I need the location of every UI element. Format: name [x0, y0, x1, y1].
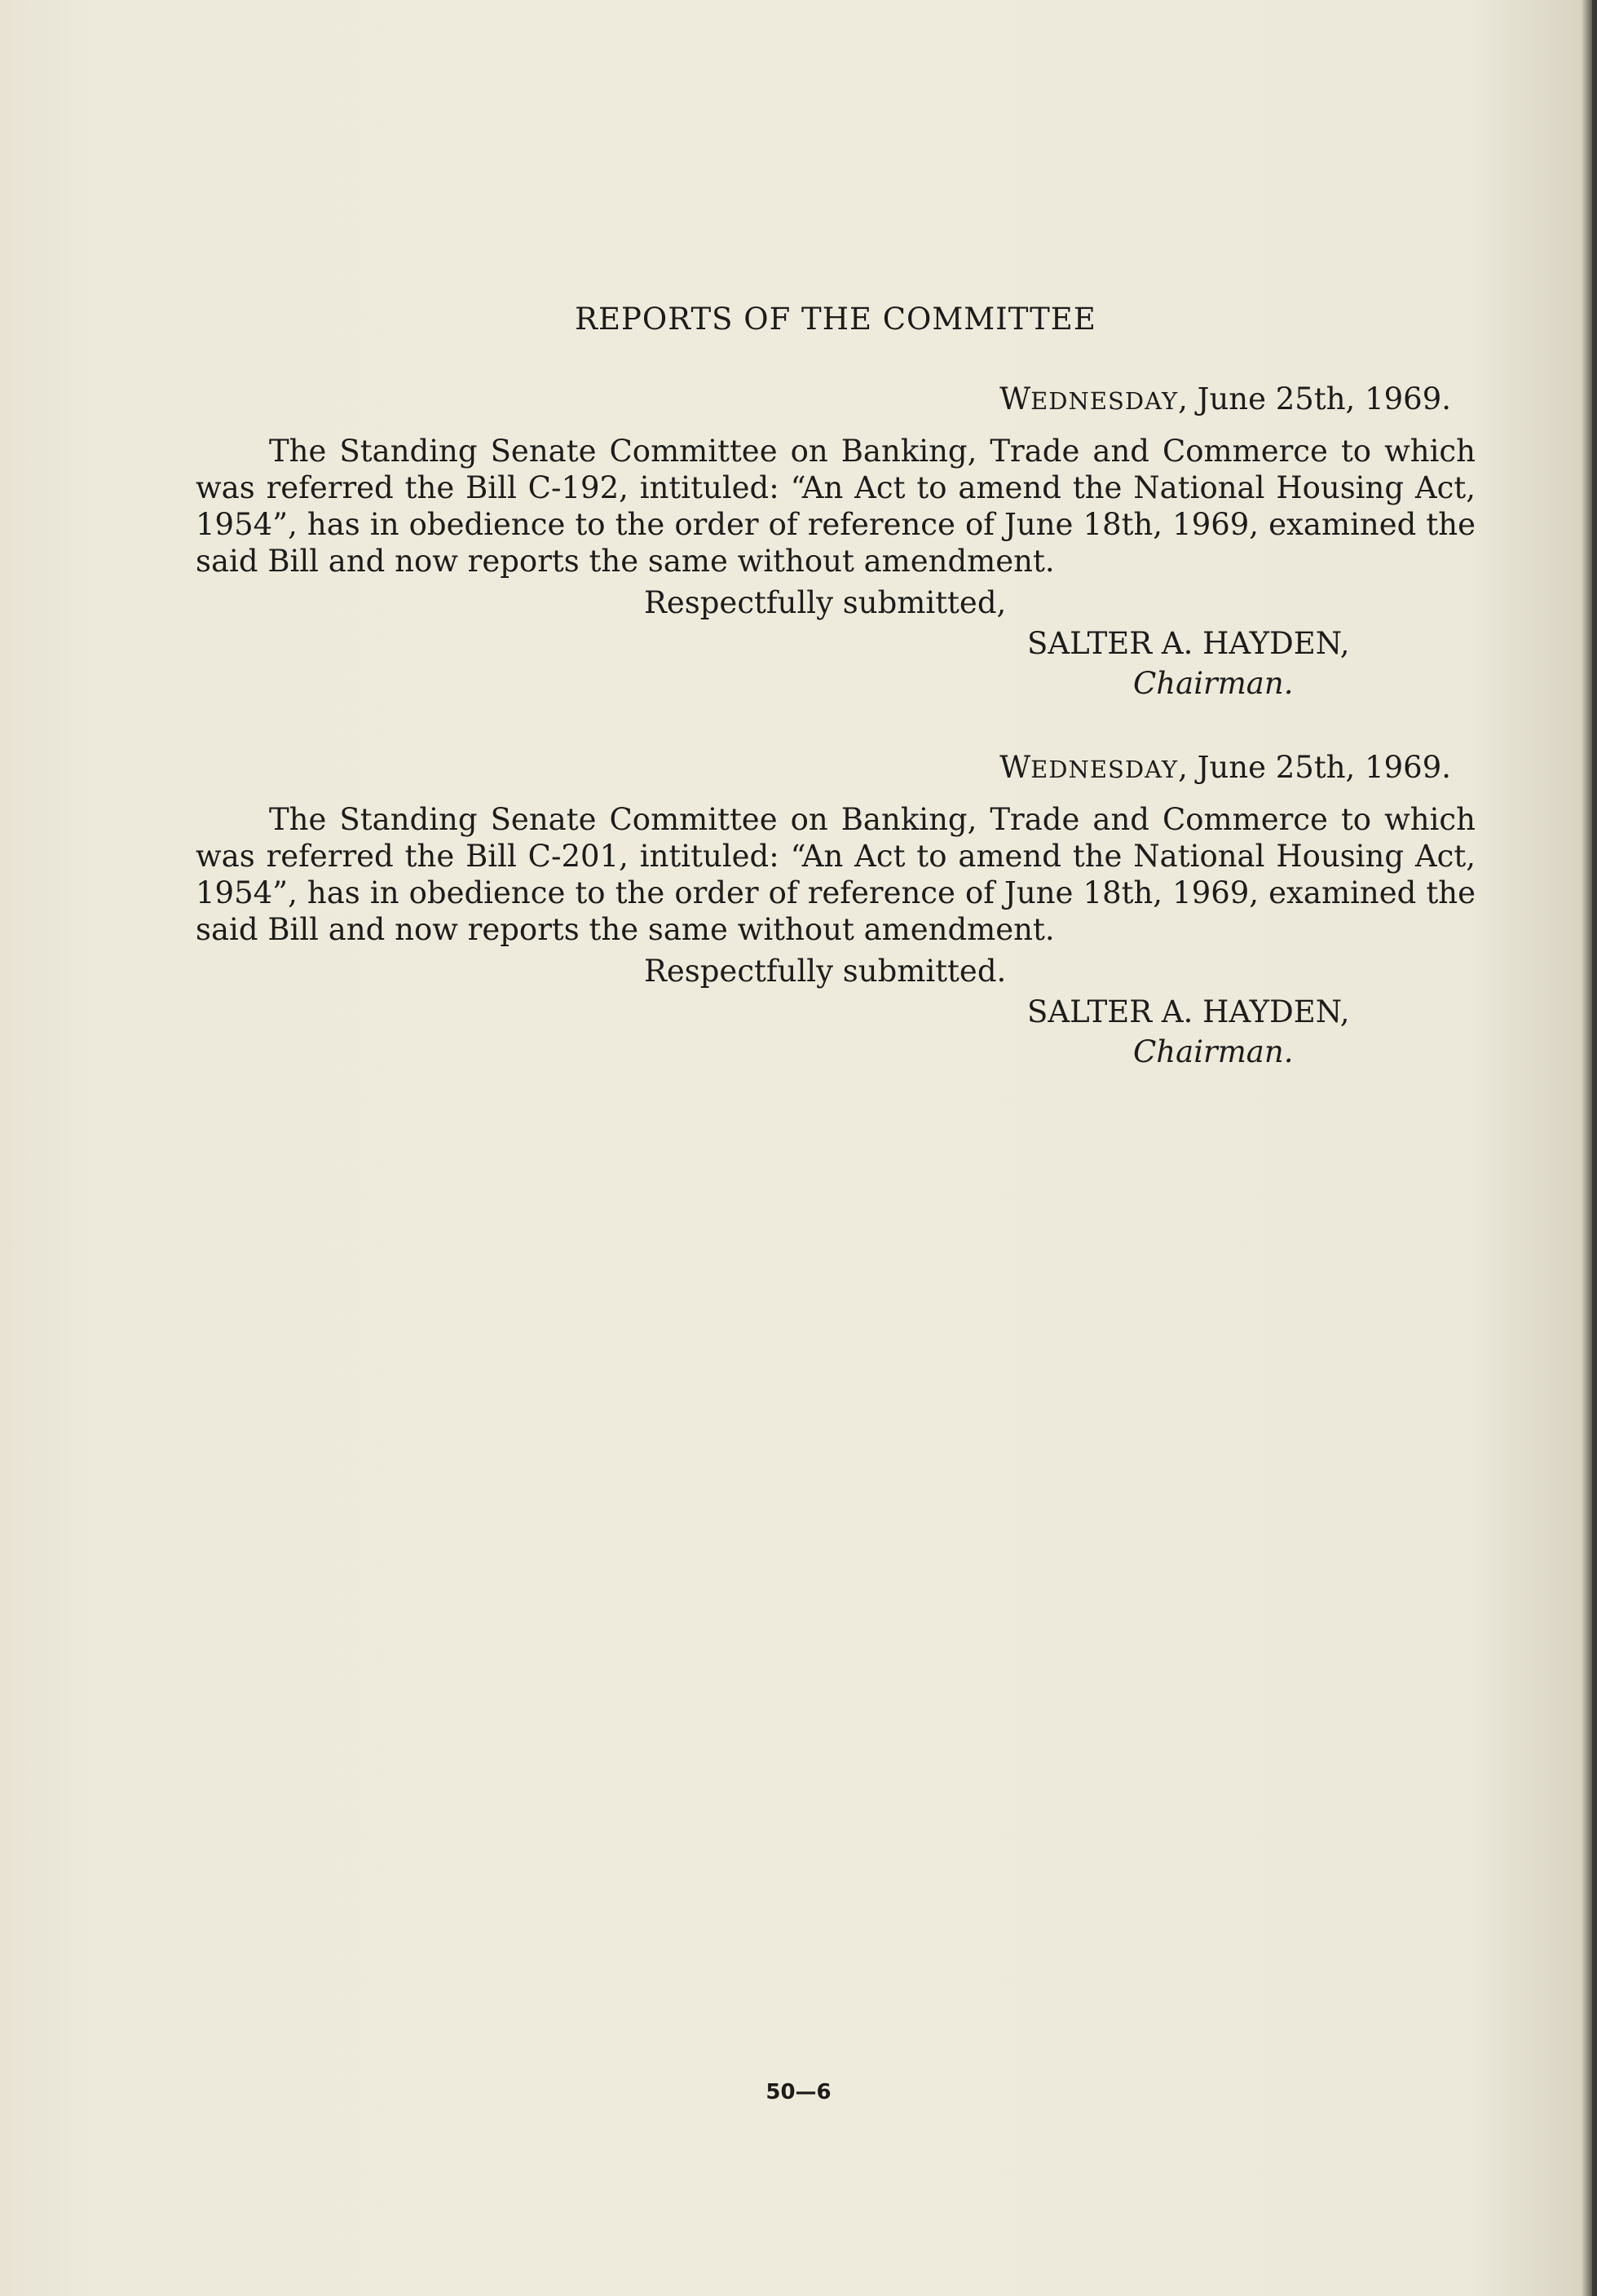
date-rest: , June 25th, 1969.: [1178, 750, 1451, 785]
date-rest: , June 25th, 1969.: [1178, 381, 1451, 416]
date-weekday-rest: EDNESDAY: [1030, 756, 1179, 783]
date-weekday-rest: EDNESDAY: [1030, 387, 1179, 415]
page-number: 50—6: [765, 2080, 832, 2104]
report-date: [196, 747, 1476, 788]
respectfully-submitted: Respectfully submitted,: [644, 585, 1007, 620]
report-body: The Standing Senate Committee on Banking, Trade and Commerce to which was referred the Bill C-192, intituled: “An Act to amend the National Housing Act, 1954”, has in obedience to the order of reference of June 18th, 1969, examined the said Bill and now reports the same without amendment.: [196, 434, 1476, 579]
signer-name: SALTER A. HAYDEN,: [1027, 626, 1350, 661]
report-2: [196, 747, 1476, 1072]
date-weekday-initial: W: [999, 750, 1031, 785]
signer-title: Chairman.: [1133, 1034, 1294, 1069]
signer-name: SALTER A. HAYDEN,: [1027, 994, 1350, 1029]
date-weekday-initial: W: [999, 381, 1031, 416]
report-1: [196, 379, 1476, 703]
page-heading: REPORTS OF THE COMMITTEE: [575, 302, 1096, 337]
page-binding-edge: [1592, 0, 1597, 2296]
respectfully-submitted: Respectfully submitted.: [644, 954, 1007, 989]
signer-title: Chairman.: [1133, 666, 1294, 701]
report-body: The Standing Senate Committee on Banking, Trade and Commerce to which was referred the Bill C-201, intituled: “An Act to amend the National Housing Act, 1954”, has in obedience to the order of reference of June 18th, 1969, examined the said Bill and now reports the same without amendment.: [196, 802, 1476, 947]
report-date: [196, 379, 1476, 420]
